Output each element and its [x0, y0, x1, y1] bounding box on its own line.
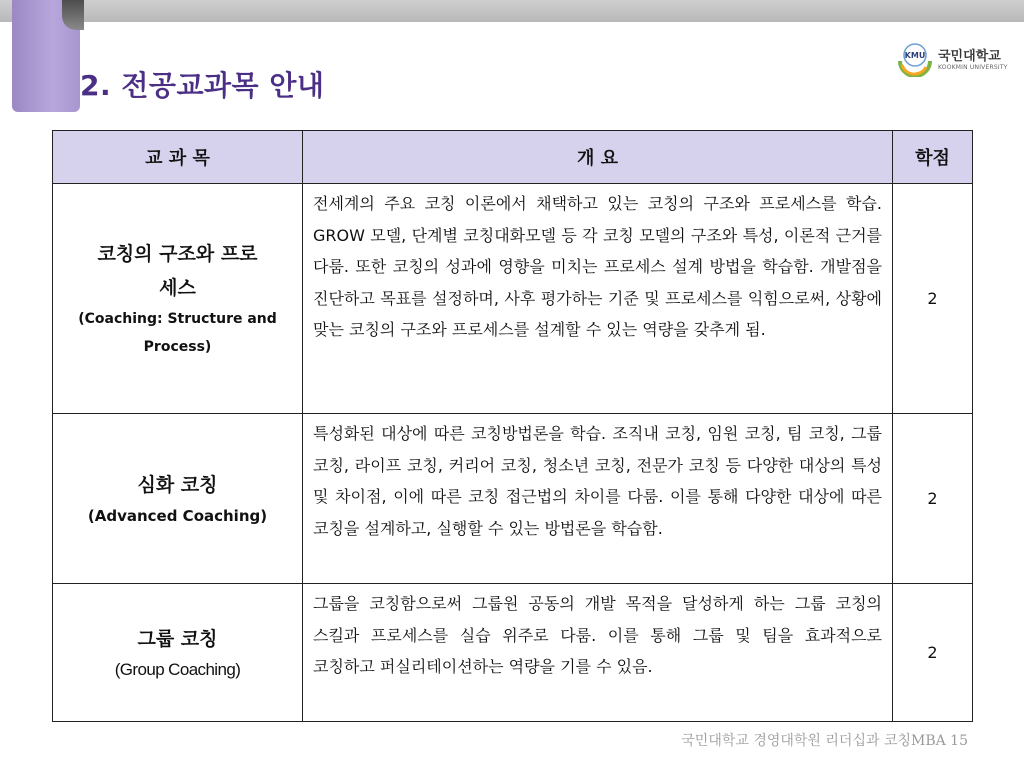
description-cell: 특성화된 대상에 따른 코칭방법론을 학습. 조직내 코칭, 임원 코칭, 팀 코칭, 그룹 코칭, 라이프 코칭, 커리어 코칭, 청소년 코칭, 전문가 코칭 등 다양한 대상의 특성 및 차이점, 이에 따른 코칭 접근법의 차이를 다룸. 이를 통해 다양한 대상에 따른 코칭을 설계하고, 실행할 수 있는 방법론을 학습함. [303, 414, 893, 584]
table-header-row [53, 131, 973, 184]
subject-korean: 코칭의 구조와 프로세스 [97, 242, 258, 299]
credits-cell: 2 [893, 184, 973, 414]
subject-english: (Group Coaching) [114, 659, 241, 679]
decorative-tab-curl [62, 0, 84, 30]
top-bar [0, 0, 1024, 22]
logo-text-korean: 국민대학교 [938, 49, 1001, 64]
header-subject: 교 과 목 [53, 131, 303, 184]
logo-text-english: KOOKMIN UNIVERSITY [938, 64, 1008, 71]
subject-english: (Advanced Coaching) [87, 506, 268, 525]
credits-cell: 2 [893, 584, 973, 722]
table-row [53, 584, 973, 722]
university-logo [896, 38, 1014, 78]
subject-english: (Coaching: Structure and Process) [78, 310, 277, 355]
subject-korean: 심화 코칭 [137, 473, 218, 496]
header-credits: 학점 [893, 131, 973, 184]
subject-cell [53, 184, 303, 414]
description-cell: 전세계의 주요 코칭 이론에서 채택하고 있는 코칭의 구조와 프로세스를 학습. GROW 모델, 단계별 코칭대화모델 등 각 코칭 모델의 구조와 특성, 이론적 근거를 다룸. 또한 코칭의 성과에 영향을 미치는 프로세스 설계 방법을 학습함. 개발점을 진단하고 목표를 설정하며, 사후 평가하는 기준 및 프로세스를 익힘으로써, 상황에 맞는 코칭의 구조와 프로세스를 설계할 수 있는 역량을 갖추게 됨. [303, 184, 893, 414]
course-table [52, 130, 973, 722]
subject-cell [53, 584, 303, 722]
footer-text: 국민대학교 경영대학원 리더십과 코칭MBA 15 [681, 733, 968, 749]
subject-cell [53, 414, 303, 584]
table-row [53, 184, 973, 414]
header-overview: 개 요 [303, 131, 893, 184]
logo-mark-icon [896, 39, 934, 77]
page-title: 2. 전공교과목 안내 [80, 69, 325, 102]
description-cell: 그룹을 코칭함으로써 그룹원 공동의 개발 목적을 달성하게 하는 그룹 코칭의 스킬과 프로세스를 실습 위주로 다룸. 이를 통해 그룹 및 팀을 효과적으로 코칭하고 퍼실리테이션하는 역량을 기를 수 있음. [303, 584, 893, 722]
subject-korean: 그룹 코칭 [137, 627, 218, 650]
table-row [53, 414, 973, 584]
credits-cell: 2 [893, 414, 973, 584]
svg-text:KMU: KMU [904, 51, 926, 60]
